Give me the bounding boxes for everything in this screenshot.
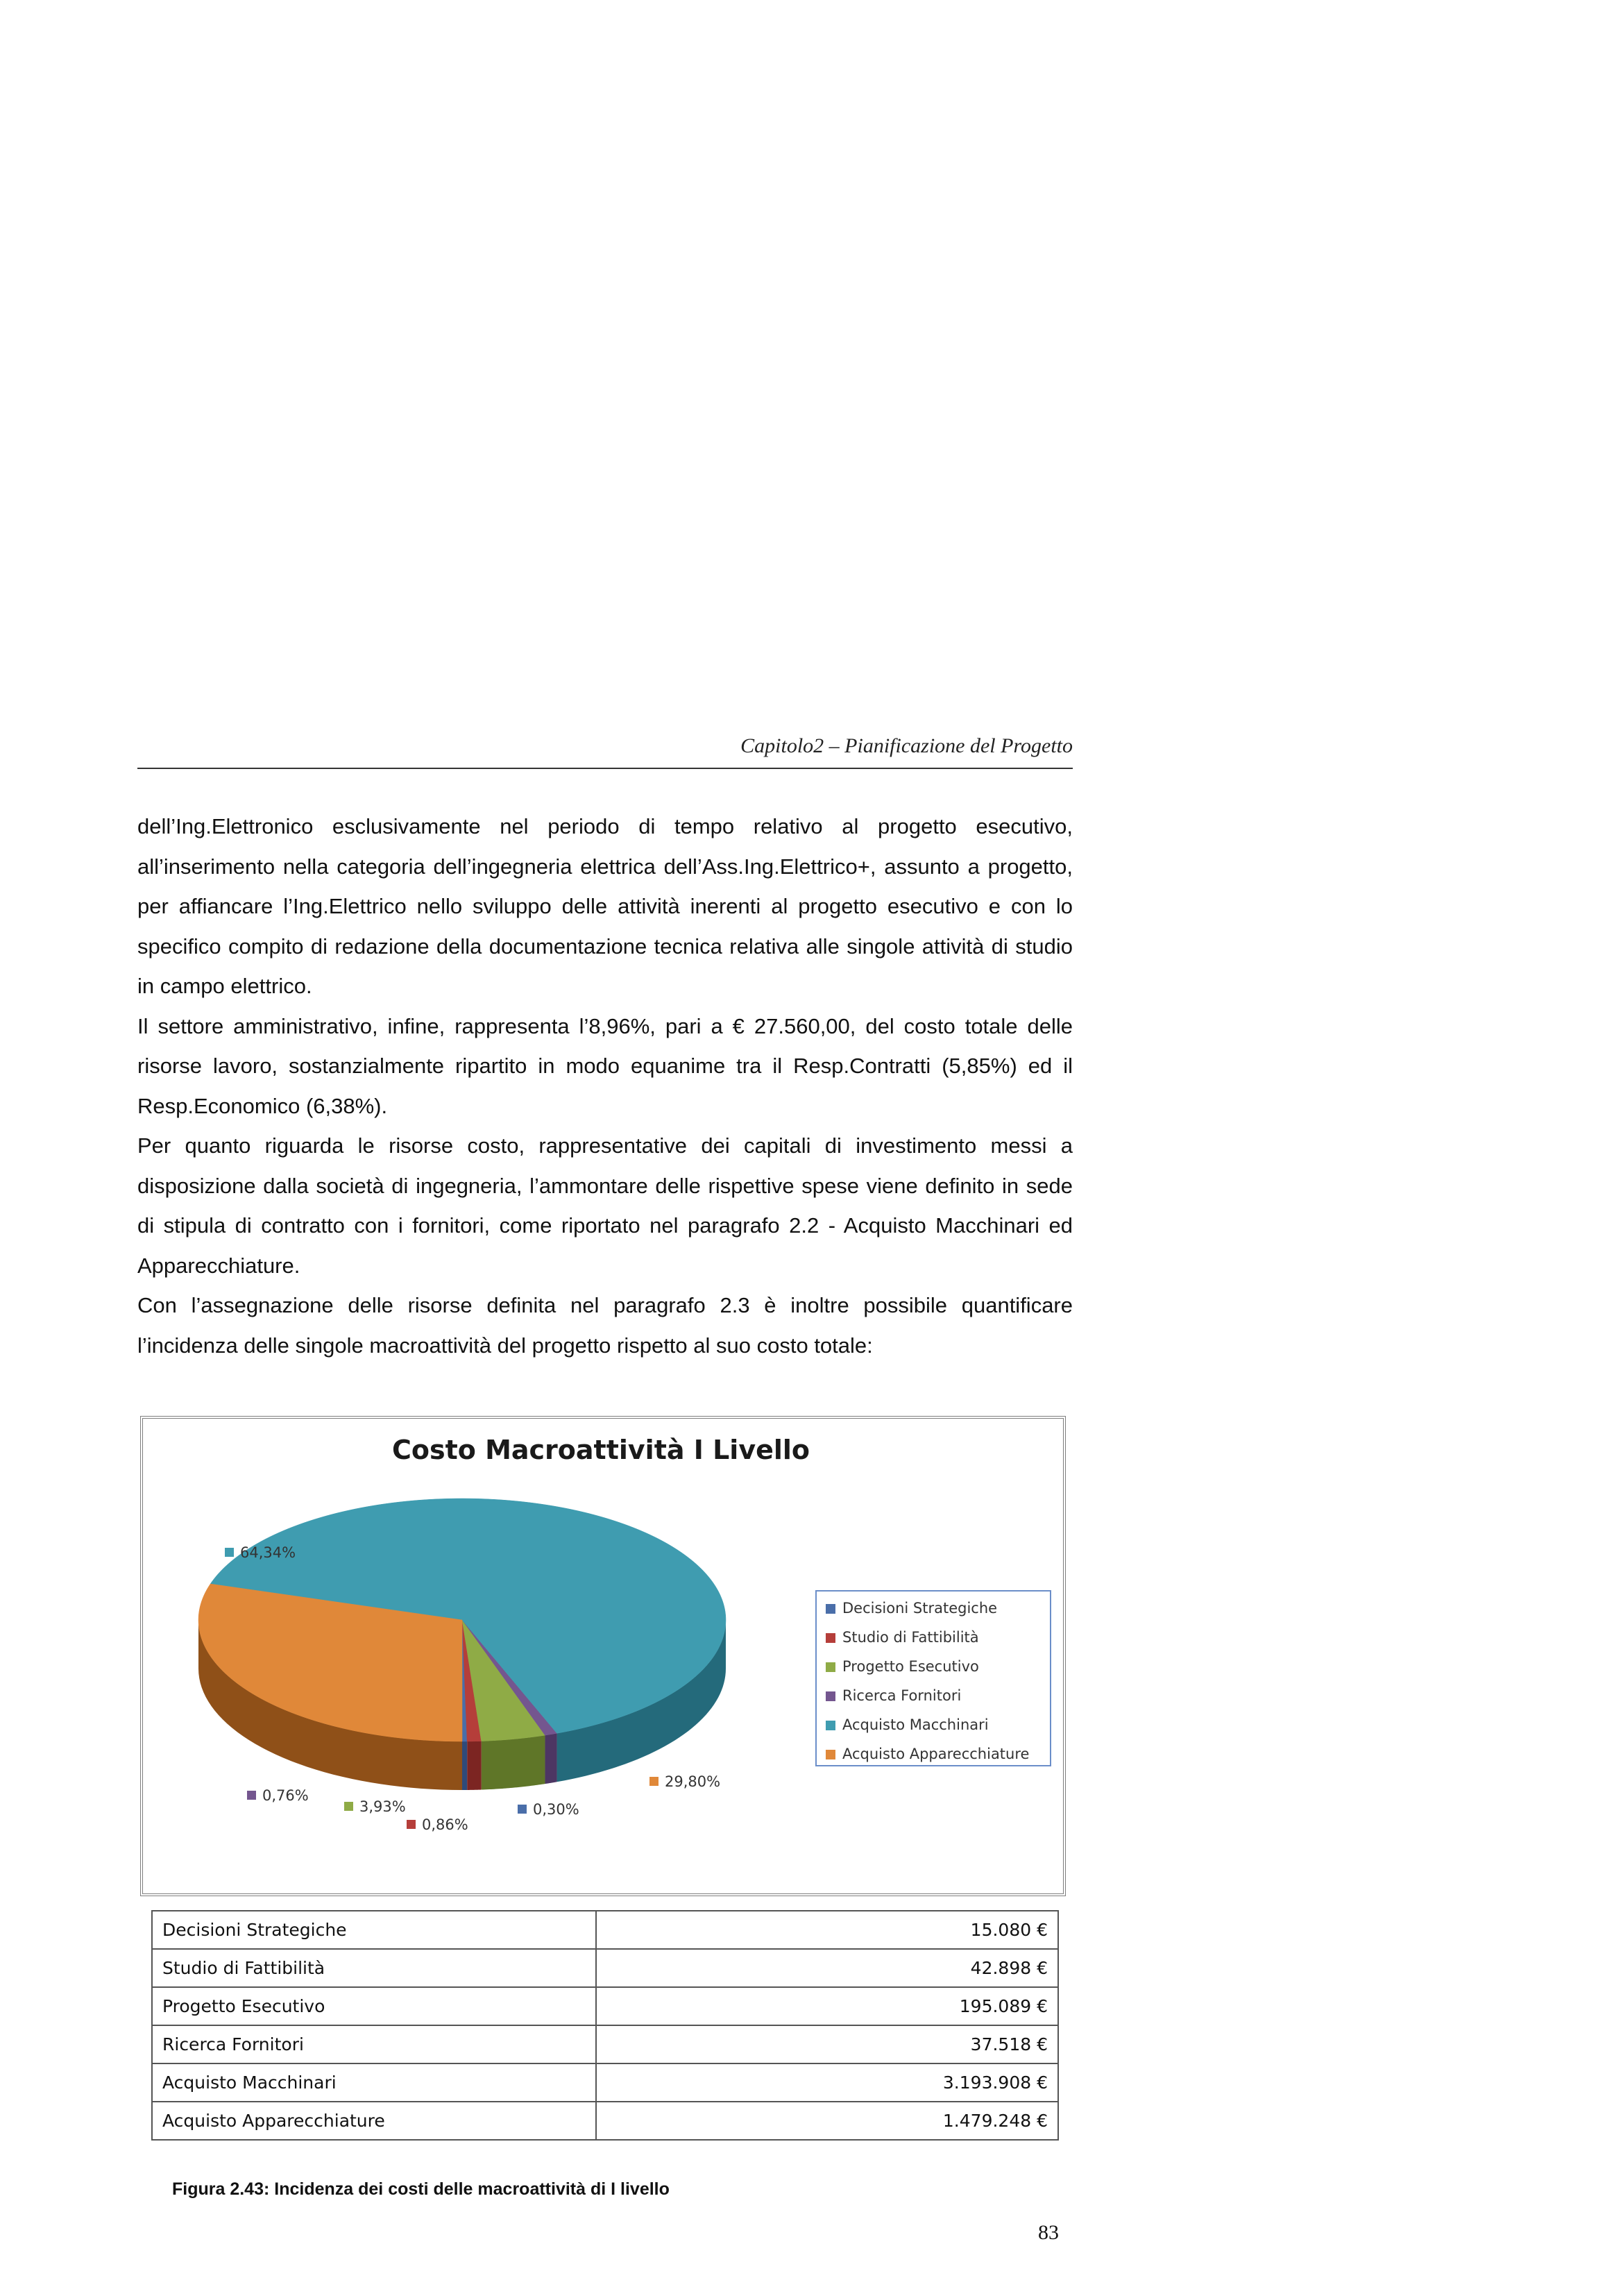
- data-label-marker: [518, 1805, 527, 1814]
- data-label-marker: [649, 1777, 658, 1786]
- pie-slice-side: [545, 1733, 556, 1784]
- legend-swatch: [826, 1721, 835, 1730]
- table-cell-value: 42.898 €: [596, 1949, 1058, 1987]
- pie-chart-frame: [140, 1416, 1066, 1896]
- table-row: [152, 1911, 1058, 1949]
- legend-item: Progetto Esecutivo: [842, 1658, 979, 1675]
- data-label-marker: [407, 1820, 416, 1829]
- table-cell-value: 37.518 €: [596, 2025, 1058, 2063]
- pie-slice-side: [482, 1735, 545, 1789]
- table-cell-value: 195.089 €: [596, 1987, 1058, 2025]
- table-cell-value: 15.080 €: [596, 1911, 1058, 1949]
- legend-box: [816, 1591, 1051, 1766]
- data-label: 64,34%: [240, 1544, 296, 1561]
- table-cell-value: 1.479.248 €: [596, 2102, 1058, 2140]
- running-header: Capitolo2 – Pianificazione del Progetto: [740, 734, 1073, 757]
- figure-caption: Figura 2.43: Incidenza dei costi delle macroattività di I livello: [172, 2179, 670, 2199]
- data-label: 29,80%: [665, 1773, 721, 1790]
- legend-swatch: [826, 1691, 835, 1701]
- legend-swatch: [826, 1633, 835, 1643]
- legend-item: Decisioni Strategiche: [842, 1600, 998, 1617]
- table-cell-label: Acquisto Macchinari: [152, 2063, 596, 2102]
- legend-item: Ricerca Fornitori: [842, 1687, 962, 1704]
- chart-legend: [816, 1591, 1051, 1766]
- table-cell-label: Acquisto Apparecchiature: [152, 2102, 596, 2140]
- paragraph-4: Con l’assegnazione delle risorse definita nel paragrafo 2.3 è inoltre possibile quantificare l’incidenza delle singole macroattività del progetto rispetto al suo costo totale:: [137, 1293, 1073, 1358]
- table-cell-label: Progetto Esecutivo: [152, 1987, 596, 2025]
- paragraph-3: Per quanto riguarda le risorse costo, rappresentative dei capitali di investimento messi a disposizione dalla società di ingegneria, l’ammontare delle rispettive spese viene definito in sede di stipula di contratto con i fornitori, come riportato nel paragrafo 2.2 - Acquisto Macchinari ed Apparecchiature.: [137, 1133, 1073, 1278]
- data-label-marker: [225, 1548, 234, 1557]
- header-rule: [137, 768, 1073, 769]
- legend-swatch: [826, 1750, 835, 1759]
- data-label: 0,76%: [262, 1787, 309, 1804]
- data-label: 0,30%: [533, 1801, 579, 1818]
- table-row: [152, 1987, 1058, 2025]
- data-label: 0,86%: [422, 1816, 468, 1833]
- legend-swatch: [826, 1662, 835, 1672]
- table-cell-value: 3.193.908 €: [596, 2063, 1058, 2102]
- table-cell-label: Decisioni Strategiche: [152, 1911, 596, 1949]
- legend-swatch: [826, 1604, 835, 1614]
- legend-item: Studio di Fattibilità: [842, 1629, 979, 1646]
- table-row: [152, 1949, 1058, 1987]
- page-number: 83: [1038, 2221, 1059, 2244]
- body-text: [137, 807, 1073, 1365]
- paragraph-1: dell’Ing.Elettronico esclusivamente nel periodo di tempo relativo al progetto esecutivo, all’inserimento nella categoria dell’ingegneria elettrica dell’Ass.Ing.Elettrico+, assunto a progetto, per affiancare l’Ing.Elettrico nello sviluppo delle attività inerenti al progetto esecutivo e con lo specifico compito di redazione della documentazione tecnica relativa alle singole attività di studio in campo elettrico.: [137, 814, 1073, 998]
- table-row: [152, 2063, 1058, 2102]
- pie-slice-side: [462, 1741, 467, 1790]
- chart-title: Costo Macroattività I Livello: [391, 1435, 810, 1465]
- table-row: [152, 2102, 1058, 2140]
- paragraph-2: Il settore amministrativo, infine, rappresenta l’8,96%, pari a € 27.560,00, del costo totale delle risorse lavoro, sostanzialmente ripartito in modo equanime tra il Resp.Contratti (5,85%) ed il Resp.Economico (6,38%).: [137, 1013, 1073, 1118]
- table-cell-label: Studio di Fattibilità: [152, 1949, 596, 1987]
- cost-table: [151, 1910, 1059, 2141]
- pie-slice-side: [467, 1741, 482, 1790]
- data-label-marker: [344, 1802, 353, 1811]
- data-label-marker: [247, 1791, 256, 1800]
- table-cell-label: Ricerca Fornitori: [152, 2025, 596, 2063]
- pie-chart: [143, 1419, 1063, 1893]
- data-label: 3,93%: [359, 1798, 406, 1815]
- table-row: [152, 2025, 1058, 2063]
- legend-item: Acquisto Apparecchiature: [842, 1746, 1030, 1762]
- legend-item: Acquisto Macchinari: [842, 1716, 989, 1733]
